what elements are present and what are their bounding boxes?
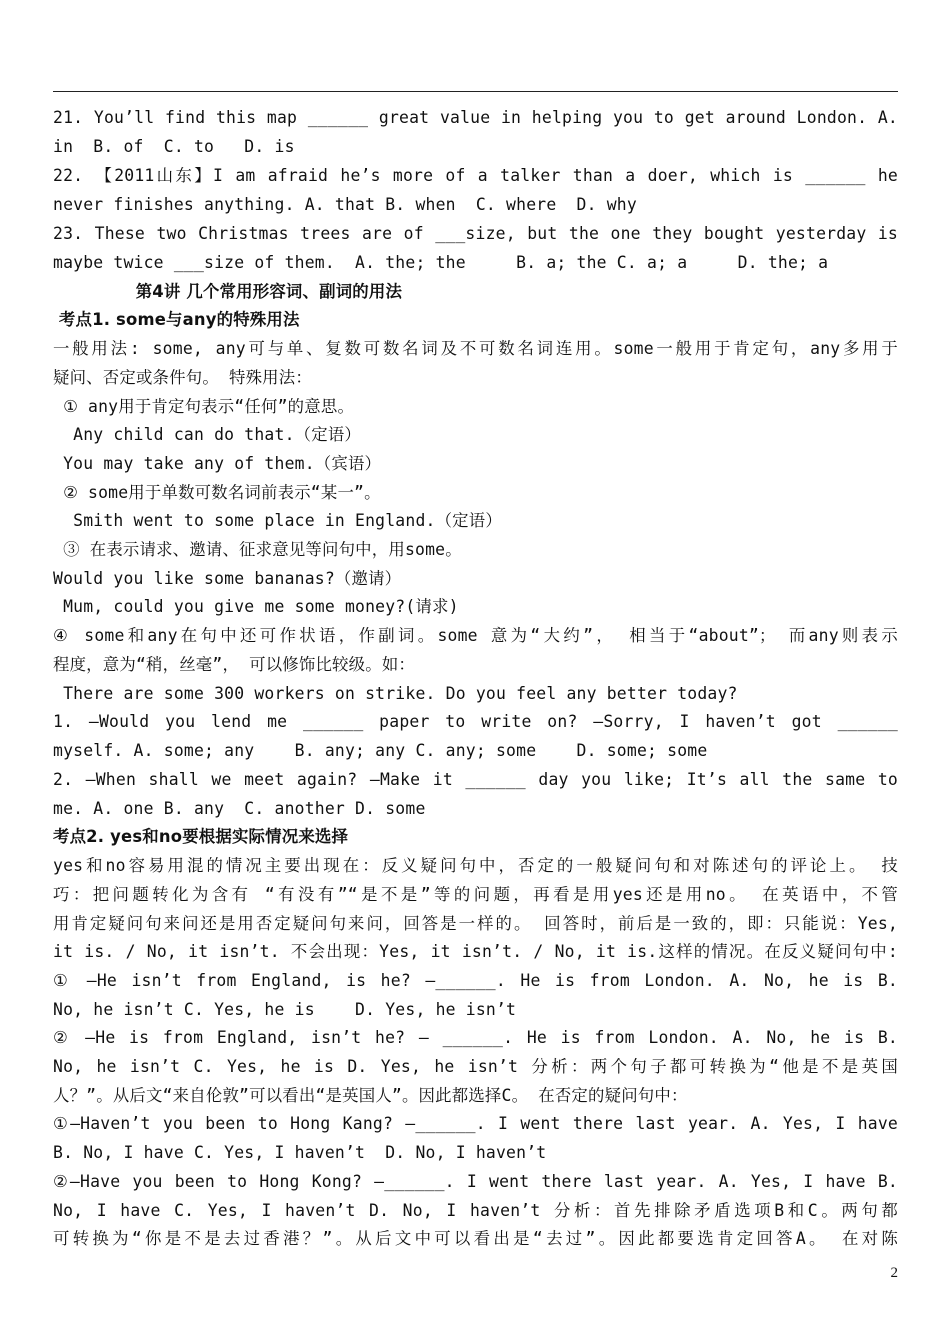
- text-line: it is. / No, it isn’t. 不会出现：Yes, it isn’t. / No, it is.这样的情况。在反义疑问句中:: [53, 942, 898, 961]
- text-line: ① —He isn’t from England, is he? —______. He is from London. A. No, he is B.: [53, 971, 898, 990]
- text-line: 1. —Would you lend me ______ paper to write on? —Sorry, I haven’t got ______: [53, 712, 898, 731]
- text-line: myself. A. some; any B. any; any C. any; some D. some; some: [53, 741, 708, 760]
- text-line: never finishes anything. A. that B. when C. where D. why: [53, 195, 637, 214]
- lecture-title: 第4讲 几个常用形容词、副词的用法: [53, 282, 403, 301]
- text-line: ②—Have you been to Hong Kong? —______. I went there last year. A. Yes, I have B.: [53, 1172, 898, 1191]
- text-line: 程度，意为“稍，丝毫”， 可以修饰比较级。如：: [53, 655, 416, 674]
- header-rule: [53, 91, 898, 92]
- text-line: me. A. one B. any C. another D. some: [53, 799, 426, 818]
- text-line: maybe twice ___size of them. A. the; the B. a; the C. a; a D. the; a: [53, 253, 829, 272]
- text-line: There are some 300 workers on strike. Do you feel any better today?: [53, 684, 738, 703]
- text-line: No, he isn’t C. Yes, he is D. Yes, he isn’t: [53, 1000, 517, 1019]
- text-line: 21. You’ll find this map ______ great value in helping you to get around London. A.: [53, 108, 898, 127]
- section-heading: 考点1. some与any的特殊用法: [53, 310, 300, 329]
- text-line: ④ some和any在句中还可作状语，作副词。some 意为“大约”， 相当于“about”； 而any则表示: [53, 626, 898, 645]
- text-line: 巧：把问题转化为含有 “有没有”“是不是”等的问题，再看是用yes还是用no。 在英语中，不管: [53, 885, 898, 904]
- text-line: ③ 在表示请求、邀请、征求意见等问句中，用some。: [53, 540, 462, 559]
- text-line: No, he isn’t C. Yes, he is D. Yes, he isn’t 分析：两个句子都可转换为“他是不是英国: [53, 1057, 898, 1076]
- text-line: 2. —When shall we meet again? —Make it ______ day you like; It’s all the same to: [53, 770, 898, 789]
- text-line: in B. of C. to D. is: [53, 137, 295, 156]
- text-line: 22. 【2011山东】I am afraid he’s more of a talker than a doer, which is ______ he: [53, 166, 898, 185]
- text-line: 疑问、否定或条件句。 特殊用法：: [53, 368, 312, 387]
- text-line: 用肯定疑问句来问还是用否定疑问句来问，回答是一样的。 回答时，前后是一致的，即：只能说：Yes,: [53, 914, 898, 933]
- text-line: 人？”。从后文“来自伦敦”可以看出“是英国人”。因此都选择C。 在否定的疑问句中：: [53, 1086, 688, 1105]
- text-line: B. No, I have C. Yes, I haven’t D. No, I haven’t: [53, 1143, 547, 1162]
- text-line: ② —He is from England, isn’t he? — ______. He is from London. A. No, he is B.: [53, 1028, 898, 1047]
- text-line: ① any用于肯定句表示“任何”的意思。: [53, 397, 355, 416]
- text-line: yes和no容易用混的情况主要出现在：反义疑问句中，否定的一般疑问句和对陈述句的评论上。 技: [53, 856, 898, 875]
- text-line: Any child can do that.（定语）: [53, 425, 361, 444]
- text-line: ①—Haven’t you been to Hong Kang? —______. I went there last year. A. Yes, I have: [53, 1114, 898, 1133]
- text-line: 一般用法: some, any可与单、复数可数名词及不可数名词连用。some一般用于肯定句，any多用于: [53, 339, 898, 358]
- text-line: 23. These two Christmas trees are of ___size, but the one they bought yesterday is: [53, 224, 898, 243]
- text-line: ② some用于单数可数名词前表示“某一”。: [53, 483, 381, 502]
- text-line: No, I have C. Yes, I haven’t D. No, I haven’t 分析：首先排除矛盾选项B和C。两句都: [53, 1201, 898, 1220]
- page-number: 2: [890, 1265, 898, 1281]
- text-line: Would you like some bananas?（邀请）: [53, 569, 402, 588]
- text-line: Mum, could you give me some money?(请求): [53, 597, 459, 616]
- section-heading: 考点2. yes和no要根据实际情况来选择: [53, 827, 349, 846]
- text-line: You may take any of them.（宾语）: [53, 454, 382, 473]
- text-line: Smith went to some place in England.（定语）: [53, 511, 502, 530]
- text-line: 可转换为“你是不是去过香港？”。从后文中可以看出是“去过”。因此都要选肯定回答A。 在对陈: [53, 1229, 898, 1248]
